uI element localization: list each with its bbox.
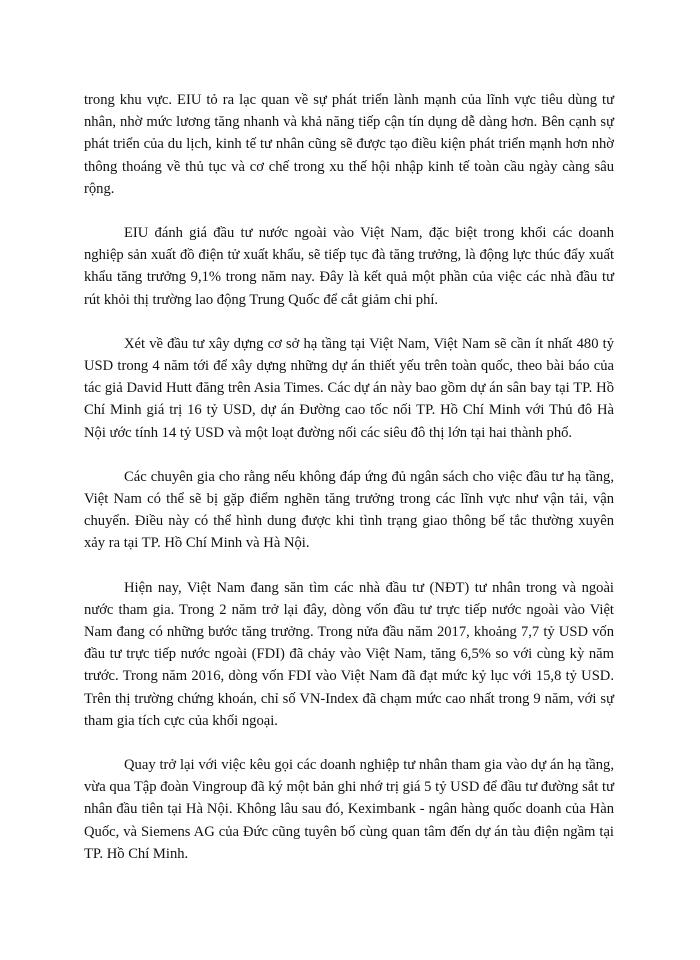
paragraph-eiu-fdi: EIU đánh giá đầu tư nước ngoài vào Việt Nam, đặc biệt trong khối các doanh nghiệp sản xuất đồ điện tử xuất khẩu, sẽ tiếp tục đà tăng trưởng, là động lực thúc đẩy xuất khẩu tăng trưởng 9,1% trong năm nay. Đây là kết quả một phần của việc các nhà đầu tư rút khỏi thị trường lao động Trung Quốc để cắt giảm chi phí. [84,225,614,308]
paragraph-continuation: trong khu vực. EIU tỏ ra lạc quan về sự phát triển lành mạnh của lĩnh vực tiêu dùng tư nhân, nhờ mức lương tăng nhanh và khả năng tiếp cận tín dụng dễ dàng hơn. Bên cạnh sự phát triển của du lịch, kinh tế tư nhân cũng sẽ được tạo điều kiện phát triển mạnh hơn nhờ thông thoáng về thủ tục và cơ chế trong xu thế hội nhập kinh tế toàn cầu ngày càng sâu rộng. [84,92,614,197]
document-body [84,89,614,887]
paragraph-infrastructure-investment: Xét về đầu tư xây dựng cơ sở hạ tầng tại Việt Nam, Việt Nam sẽ cần ít nhất 480 tỷ USD trong 4 năm tới để xây dựng những dự án thiết yếu trên toàn quốc, theo bài báo của tác giả David Hutt đăng trên Asia Times. Các dự án này bao gồm dự án sân bay tại TP. Hồ Chí Minh giá trị 16 tỷ USD, dự án Đường cao tốc nối TP. Hồ Chí Minh với Thủ đô Hà Nội ước tính 14 tỷ USD và một loạt đường nối các siêu đô thị lớn tại hai thành phố. [84,335,614,441]
paragraph-private-investors: Hiện nay, Việt Nam đang săn tìm các nhà đầu tư (NĐT) tư nhân trong và ngoài nước tham gia. Trong 2 năm trở lại đây, dòng vốn đầu tư trực tiếp nước ngoài vào Việt Nam đang có những bước tăng trưởng. Trong nửa đầu năm 2017, khoảng 7,7 tỷ USD vốn đầu tư trực tiếp nước ngoài (FDI) đã chảy vào Việt Nam, tăng 6,5% so với cùng kỳ năm trước. Trong năm 2016, dòng vốn FDI vào Việt Nam đã đạt mức kỷ lục với 15,8 tỷ USD. Trên thị trường chứng khoán, chỉ số VN-Index đã chạm mức cao nhất trong 9 năm, với sự tham gia tích cực của khối ngoại. [84,579,614,729]
paragraph-expert-opinion: Các chuyên gia cho rằng nếu không đáp ứng đủ ngân sách cho việc đầu tư hạ tầng, Việt Nam có thể sẽ bị gặp điểm nghẽn tăng trưởng trong các lĩnh vực như vận tải, vận chuyển. Điều này có thể hình dung được khi tình trạng giao thông bế tắc thường xuyên xảy ra tại TP. Hồ Chí Minh và Hà Nội. [84,468,614,552]
paragraph-vingroup: Quay trở lại với việc kêu gọi các doanh nghiệp tư nhân tham gia vào dự án hạ tầng, vừa qua Tập đoàn Vingroup đã ký một bản ghi nhớ trị giá 5 tỷ USD để đầu tư đường sắt tư nhân đầu tiên tại Hà Nội. Không lâu sau đó, Keximbank - ngân hàng quốc doanh của Hàn Quốc, và Siemens AG của Đức cũng tuyên bố cùng quan tâm đến dự án tàu điện ngầm tại TP. Hồ Chí Minh. [84,757,614,862]
